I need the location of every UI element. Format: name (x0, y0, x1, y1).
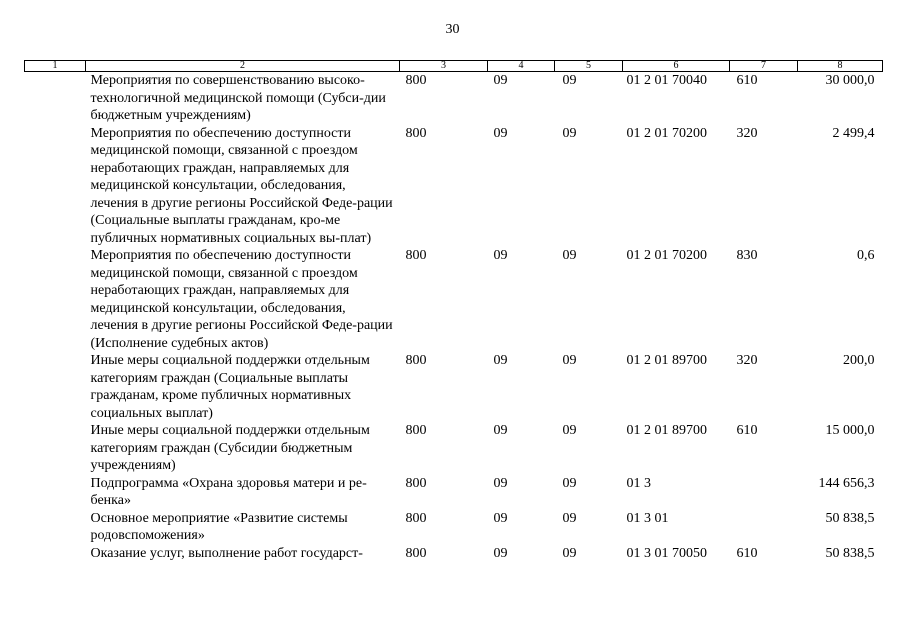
table-row (25, 72, 883, 125)
table-row (25, 545, 883, 563)
subsection-code: 09 (562, 545, 577, 561)
row-number (25, 545, 86, 563)
budget-table (24, 60, 883, 562)
column-header-5: 5 (555, 61, 623, 72)
expense-type-code: 830 (736, 248, 758, 263)
subsection-code: 09 (562, 125, 577, 141)
target-article-code: 01 3 01 (626, 510, 669, 526)
expense-type-code (730, 475, 798, 510)
subsection-code: 09 (562, 353, 577, 368)
column-header-3: 3 (400, 61, 488, 72)
section-code: 09 (493, 248, 508, 263)
expense-name: Мероприятия по обеспечению доступности медицинской помощи, связанной с проездом неработающих граждан, направляемых для медицинской консультации, обследования, лечения в другие регионы Российской Феде-рации (Социальные выплаты гражданам, кро-ме публичных нормативных социальных вы-плат) (90, 125, 393, 246)
expense-name: Иные меры социальной поддержки отдельным категориям граждан (Социальные выплаты гражданам, кроме публичных нормативных социальных выплат) (90, 353, 370, 421)
section-code: 09 (493, 545, 508, 561)
row-number (25, 475, 86, 510)
column-header-1: 1 (25, 61, 86, 72)
section-code: 09 (493, 423, 508, 438)
ministry-code: 800 (405, 545, 427, 561)
expense-name: Иные меры социальной поддержки отдельным категориям граждан (Субсидии бюджетным учреждениям) (90, 423, 370, 473)
section-code: 09 (493, 475, 508, 491)
expense-type-code: 320 (736, 353, 758, 368)
section-code: 09 (493, 125, 508, 141)
amount: 2 499,4 (832, 125, 875, 141)
target-article-code: 01 3 (626, 475, 651, 491)
section-code: 09 (493, 353, 508, 368)
expense-name: Мероприятия по совершенствованию высоко-технологичной медицинской помощи (Субси-дии бюджетным учреждениям) (90, 73, 386, 123)
target-article-code: 01 2 01 70200 (626, 125, 707, 141)
expense-type-code: 610 (736, 423, 758, 438)
row-number (25, 72, 86, 125)
target-article-code: 01 2 01 70040 (626, 73, 707, 88)
table-row (25, 247, 883, 352)
amount: 50 838,5 (825, 545, 875, 561)
amount: 50 838,5 (825, 510, 875, 526)
subsection-code: 09 (562, 475, 577, 491)
section-code: 09 (493, 510, 508, 526)
expense-type-code: 610 (736, 73, 758, 88)
ministry-code: 800 (405, 248, 427, 263)
section-code: 09 (493, 73, 508, 88)
expense-name: Подпрограмма «Охрана здоровья матери и ре-бенка» (90, 475, 367, 508)
ministry-code: 800 (405, 73, 427, 88)
target-article-code: 01 2 01 89700 (626, 423, 707, 438)
expense-name: Оказание услуг, выполнение работ государст- (90, 545, 363, 561)
page-number: 30 (445, 22, 460, 37)
target-article-code: 01 3 01 70050 (626, 545, 707, 561)
expense-name: Мероприятия по обеспечению доступности медицинской помощи, связанной с проездом неработающих граждан, направляемых для медицинской консультации, обследования, лечения в другие регионы Российской Феде-рации (Исполнение судебных актов) (90, 248, 393, 351)
target-article-code: 01 2 01 70200 (626, 248, 707, 263)
table-row (25, 510, 883, 545)
row-number (25, 125, 86, 248)
row-number (25, 352, 86, 422)
header-row (25, 61, 883, 72)
amount: 15 000,0 (825, 423, 875, 438)
amount: 30 000,0 (825, 73, 875, 88)
ministry-code: 800 (405, 423, 427, 438)
column-header-4: 4 (488, 61, 555, 72)
column-header-2: 2 (86, 61, 400, 72)
column-header-7: 7 (730, 61, 798, 72)
table-row (25, 352, 883, 422)
ministry-code: 800 (405, 510, 427, 526)
ministry-code: 800 (405, 353, 427, 368)
ministry-code: 800 (405, 475, 427, 491)
row-number (25, 422, 86, 475)
subsection-code: 09 (562, 73, 577, 88)
expense-name: Основное мероприятие «Развитие системы родовспоможения» (90, 510, 348, 543)
row-number (25, 510, 86, 545)
table-row (25, 422, 883, 475)
subsection-code: 09 (562, 423, 577, 438)
table-row (25, 125, 883, 248)
ministry-code: 800 (405, 125, 427, 141)
expense-type-code: 320 (736, 125, 758, 141)
subsection-code: 09 (562, 248, 577, 263)
subsection-code: 09 (562, 510, 577, 526)
amount: 0,6 (857, 248, 875, 263)
expense-type-code: 610 (736, 545, 758, 561)
row-number (25, 247, 86, 352)
table-row (25, 475, 883, 510)
column-header-8: 8 (798, 61, 883, 72)
amount: 144 656,3 (818, 475, 875, 491)
column-header-6: 6 (623, 61, 730, 72)
expense-type-code (730, 510, 798, 545)
amount: 200,0 (843, 353, 875, 368)
target-article-code: 01 2 01 89700 (626, 353, 707, 368)
